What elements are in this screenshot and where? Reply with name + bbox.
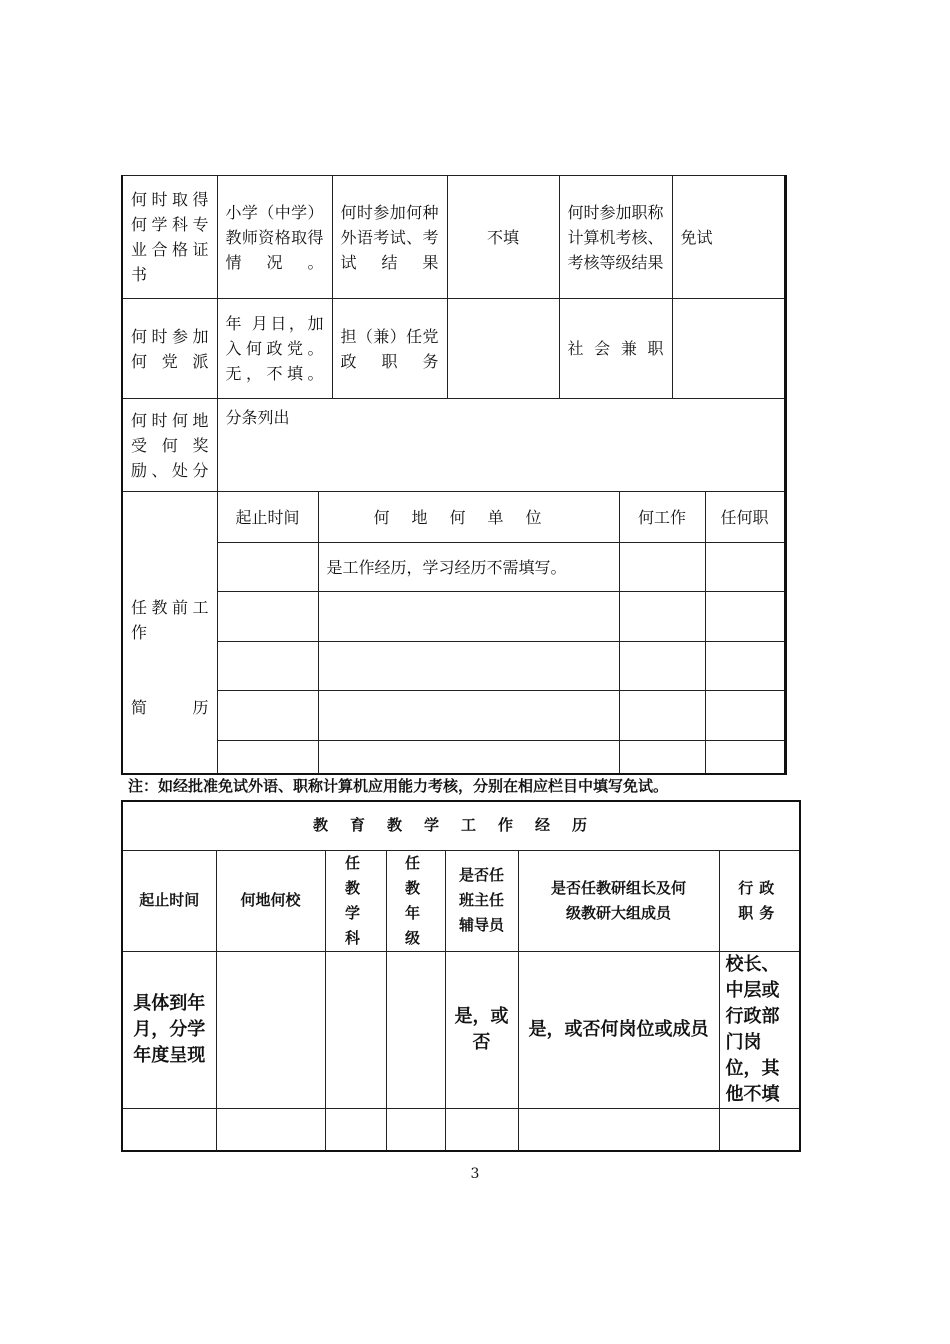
- table-row: [122, 592, 785, 642]
- resume-cell: [705, 642, 785, 691]
- resume-side-label-1: 任教前工作: [131, 597, 209, 642]
- teaching-cell: [445, 1108, 518, 1151]
- lang-value: 不填: [447, 176, 559, 299]
- social-value: [672, 299, 785, 399]
- resume-header-period: 起止时间: [217, 492, 318, 543]
- teaching-header-grade: 任教年级: [386, 850, 445, 951]
- resume-cell: [705, 691, 785, 741]
- resume-cell: [705, 741, 785, 774]
- teaching-cell: [325, 951, 386, 1108]
- resume-side-label-2: 简历: [131, 697, 209, 717]
- teaching-cell: 是，或否: [445, 951, 518, 1108]
- table-row: [122, 691, 785, 741]
- social-label: 社会兼职: [559, 299, 672, 399]
- resume-cell: [619, 691, 705, 741]
- personal-info-table: [121, 175, 787, 492]
- teaching-cell: [518, 1108, 719, 1151]
- award-value: 分条列出: [217, 399, 785, 492]
- teaching-cell: [719, 1108, 800, 1151]
- teaching-cell: 校长、中层或行政部门岗位，其他不填: [719, 951, 800, 1108]
- party-label: 何时参加何党派: [122, 299, 217, 399]
- teaching-cell: [386, 1108, 445, 1151]
- resume-cell: [217, 592, 318, 642]
- resume-cell: [318, 592, 619, 642]
- teaching-header-subject: 任教学科: [325, 850, 386, 951]
- resume-cell: [217, 642, 318, 691]
- award-label: 何时何地受何奖励、处分: [122, 399, 217, 492]
- teaching-header-period: 起止时间: [122, 850, 216, 951]
- award-row: [122, 399, 785, 492]
- resume-cell: [217, 543, 318, 592]
- resume-cell: [217, 741, 318, 774]
- cert-value: 小学（中学）教师资格取得情况。: [217, 176, 332, 299]
- resume-cell: [619, 741, 705, 774]
- resume-cell: 是工作经历，学习经历不需填写。: [318, 543, 619, 592]
- teaching-cell: [386, 951, 445, 1108]
- table-row: [122, 951, 800, 1108]
- teaching-title: 教育教学工作经历: [122, 801, 800, 850]
- resume-cell: [619, 543, 705, 592]
- party-row: [122, 299, 785, 399]
- work-resume-table: [121, 491, 787, 775]
- resume-cell: [318, 741, 619, 774]
- resume-header-unit: 何地何单位: [318, 492, 619, 543]
- lang-label: 何时参加何种外语考试、考试结果: [332, 176, 447, 299]
- resume-cell: [318, 642, 619, 691]
- computer-value: 免试: [672, 176, 785, 299]
- resume-cell: [705, 592, 785, 642]
- resume-cell: [705, 543, 785, 592]
- page-number: 3: [470, 1166, 480, 1182]
- teaching-cell: 是，或否何岗位或成员: [518, 951, 719, 1108]
- teaching-cell: [325, 1108, 386, 1151]
- table-row: [122, 1108, 800, 1151]
- table-row: [122, 642, 785, 691]
- exemption-note: 注：如经批准免试外语、职称计算机应用能力考核，分别在相应栏目中填写免试。: [128, 777, 669, 795]
- teaching-header-research-group: 是否任教研组长及何级教研大组成员: [518, 850, 719, 951]
- teaching-experience-table: [121, 800, 801, 1152]
- resume-cell: [619, 642, 705, 691]
- teaching-cell: [122, 1108, 216, 1151]
- computer-label: 何时参加职称计算机考核、考核等级结果: [559, 176, 672, 299]
- teaching-header-class-teacher: 是否任班主任辅导员: [445, 850, 518, 951]
- teaching-header-row: [122, 850, 800, 951]
- teaching-title-row: [122, 801, 800, 850]
- cert-row: [122, 176, 785, 299]
- teaching-cell: [216, 1108, 325, 1151]
- table-row: [122, 741, 785, 774]
- cert-label: 何时取得何学科专业合格证书: [122, 176, 217, 299]
- resume-cell: [318, 691, 619, 741]
- resume-cell: [619, 592, 705, 642]
- resume-header-position: 任何职: [705, 492, 785, 543]
- teaching-header-school: 何地何校: [216, 850, 325, 951]
- post-value: [447, 299, 559, 399]
- resume-header-work: 何工作: [619, 492, 705, 543]
- resume-header-row: [122, 492, 785, 543]
- teaching-header-admin-post: 行政职务: [719, 850, 800, 951]
- teaching-cell: 具体到年月，分学年度呈现: [122, 951, 216, 1108]
- teaching-cell: [216, 951, 325, 1108]
- table-row: [122, 543, 785, 592]
- post-label: 担（兼）任党政职务: [332, 299, 447, 399]
- resume-cell: [217, 691, 318, 741]
- party-value: 年 月日，加入何政党。无，不填。: [217, 299, 332, 399]
- resume-side-label: [122, 492, 217, 774]
